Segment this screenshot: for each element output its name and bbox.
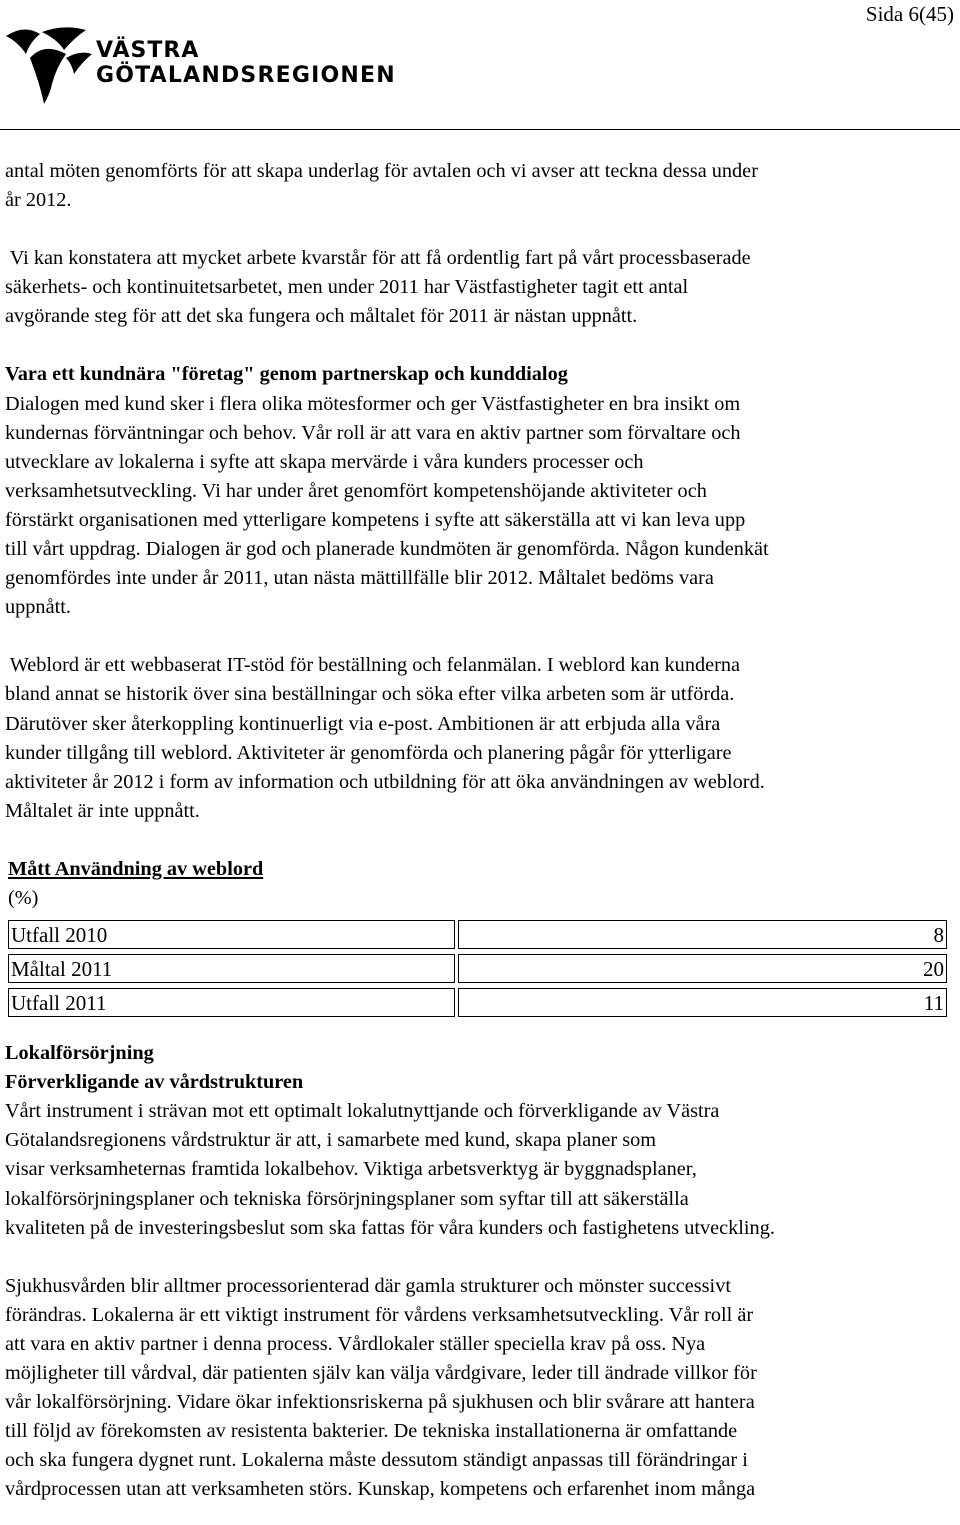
text-line: år 2012. <box>5 189 72 212</box>
text-line: utvecklare av lokalerna i syfte att skapa mervärde i våra kunders processer och <box>5 450 644 473</box>
paragraph <box>5 157 960 215</box>
text-line: Därutöver sker återkoppling kontinuerligt via e-post. Ambitionen är att erbjuda alla våra <box>5 712 721 735</box>
text-line: Måltalet är inte uppnått. <box>5 799 200 822</box>
text-line: visar verksamheternas framtida lokalbehov. Viktiga arbetsverktyg är byggnadsplaner, <box>5 1158 697 1181</box>
paragraph <box>5 1272 960 1505</box>
region-emblem-icon <box>4 24 94 106</box>
paragraph <box>5 244 960 331</box>
text-line: vårdprocessen utan att verksamheten störs. Kunskap, kompetens och erfarenhet inom många <box>5 1478 756 1501</box>
paragraph <box>5 1097 960 1242</box>
vastra-gotalandsregionen-logo <box>4 24 394 106</box>
text-line: verksamhetsutveckling. Vi har under året genomfört kompetenshöjande aktiviteter och <box>5 479 707 502</box>
measure-unit: (%) <box>8 886 39 909</box>
table-cell-value: 11 <box>458 988 947 1017</box>
table-row <box>8 954 947 983</box>
text-line: och ska fungera dygnet runt. Lokalerna måste dessutom ständigt anpassas till förändringar i <box>5 1449 748 1472</box>
table-row <box>8 988 947 1017</box>
table-cell-label: Utfall 2011 <box>8 988 455 1017</box>
text-line: förändras. Lokalerna är ett viktigt instrument för vårdens verksamhetsutveckling. Vår roll är <box>5 1303 754 1326</box>
text-line: Vårt instrument i strävan mot ett optimalt lokalutnyttjande och förverkligande av Västra <box>5 1100 720 1123</box>
text-line: kvaliteten på de investeringsbeslut som ska fattas för våra kunders och fastighetens utveckling. <box>5 1216 775 1239</box>
logo-text-line1: VÄSTRA <box>96 38 200 63</box>
text-line: Weblord är ett webbaserat IT-stöd för beställning och felanmälan. I weblord kan kunderna <box>5 654 741 677</box>
text-line: kunder tillgång till weblord. Aktiviteter är genomförda och planering pågår för ytterligare <box>5 741 732 764</box>
document-body <box>5 157 960 1504</box>
table-cell-label: Utfall 2010 <box>8 920 455 949</box>
measure-title: Mått Användning av weblord <box>8 857 264 880</box>
subsection-heading: Förverkligande av vårdstrukturen <box>5 1071 304 1094</box>
text-line: genomfördes inte under år 2011, utan nästa mättillfälle blir 2012. Måltalet bedöms vara <box>5 567 714 590</box>
text-line: förstärkt organisationen med ytterligare kompetens i syfte att säkerställa att vi kan leva upp <box>5 508 746 531</box>
logo-text-line2: GÖTALANDSREGIONEN <box>96 63 396 88</box>
text-line: Sjukhusvården blir alltmer processorienterad där gamla strukturer och mönster successivt <box>5 1274 731 1297</box>
text-line: säkerhets- och kontinuitetsarbetet, men under 2011 har Västfastigheter tagit ett antal <box>5 276 689 299</box>
table-row <box>8 920 947 949</box>
measure-block <box>5 855 960 1022</box>
text-line: till vårt uppdrag. Dialogen är god och planerade kundmöten är genomförda. Någon kundenkät <box>5 538 769 561</box>
table-cell-value: 8 <box>458 920 947 949</box>
text-line: bland annat se historik över sina beställningar och söka efter vilka arbeten som är utförda. <box>5 683 735 706</box>
paragraph <box>5 651 960 826</box>
text-line: avgörande steg för att det ska fungera och måltalet för 2011 är nästan uppnått. <box>5 305 638 328</box>
text-line: antal möten genomförts för att skapa underlag för avtalen och vi avser att teckna dessa under <box>5 160 758 182</box>
paragraph <box>5 390 960 623</box>
text-line: Götalandsregionens vårdstruktur är att, i samarbete med kund, skapa planer som <box>5 1129 657 1152</box>
text-line: Vi kan konstatera att mycket arbete kvarstår för att få ordentlig fart på vårt processbaserade <box>5 247 751 270</box>
text-line: aktiviteter år 2012 i form av information och utbildning för att öka användningen av weblord. <box>5 770 765 793</box>
text-line: vår lokalförsörjning. Vidare ökar infektionsriskerna på sjukhusen och blir svårare att hantera <box>5 1391 755 1414</box>
header-divider <box>0 129 960 130</box>
text-line: Dialogen med kund sker i flera olika mötesformer och ger Västfastigheter en bra insikt om <box>5 392 741 415</box>
text-line: till följd av förekomsten av resistenta bakterier. De tekniska installationerna är omfattande <box>5 1420 738 1443</box>
table-cell-label: Måltal 2011 <box>8 954 455 983</box>
measure-table <box>5 915 950 1022</box>
text-line: uppnått. <box>5 596 71 619</box>
text-line: lokalförsörjningsplaner och tekniska försörjningsplaner som syftar till att säkerställa <box>5 1187 689 1210</box>
table-cell-value: 20 <box>458 954 947 983</box>
section-heading: Vara ett kundnära "företag" genom partnerskap och kunddialog <box>5 363 568 386</box>
section-heading: Lokalförsörjning <box>5 1042 154 1065</box>
text-line: möjligheter till vårdval, där patienten själv kan välja vårdgivare, leder till ändrade villkor för <box>5 1362 757 1384</box>
text-line: att vara en aktiv partner i denna process. Vårdlokaler ställer speciella krav på oss. Nya <box>5 1332 706 1355</box>
text-line: kundernas förväntningar och behov. Vår roll är att vara en aktiv partner som förvaltare och <box>5 421 741 444</box>
page-number: Sida 6(45) <box>865 2 954 26</box>
